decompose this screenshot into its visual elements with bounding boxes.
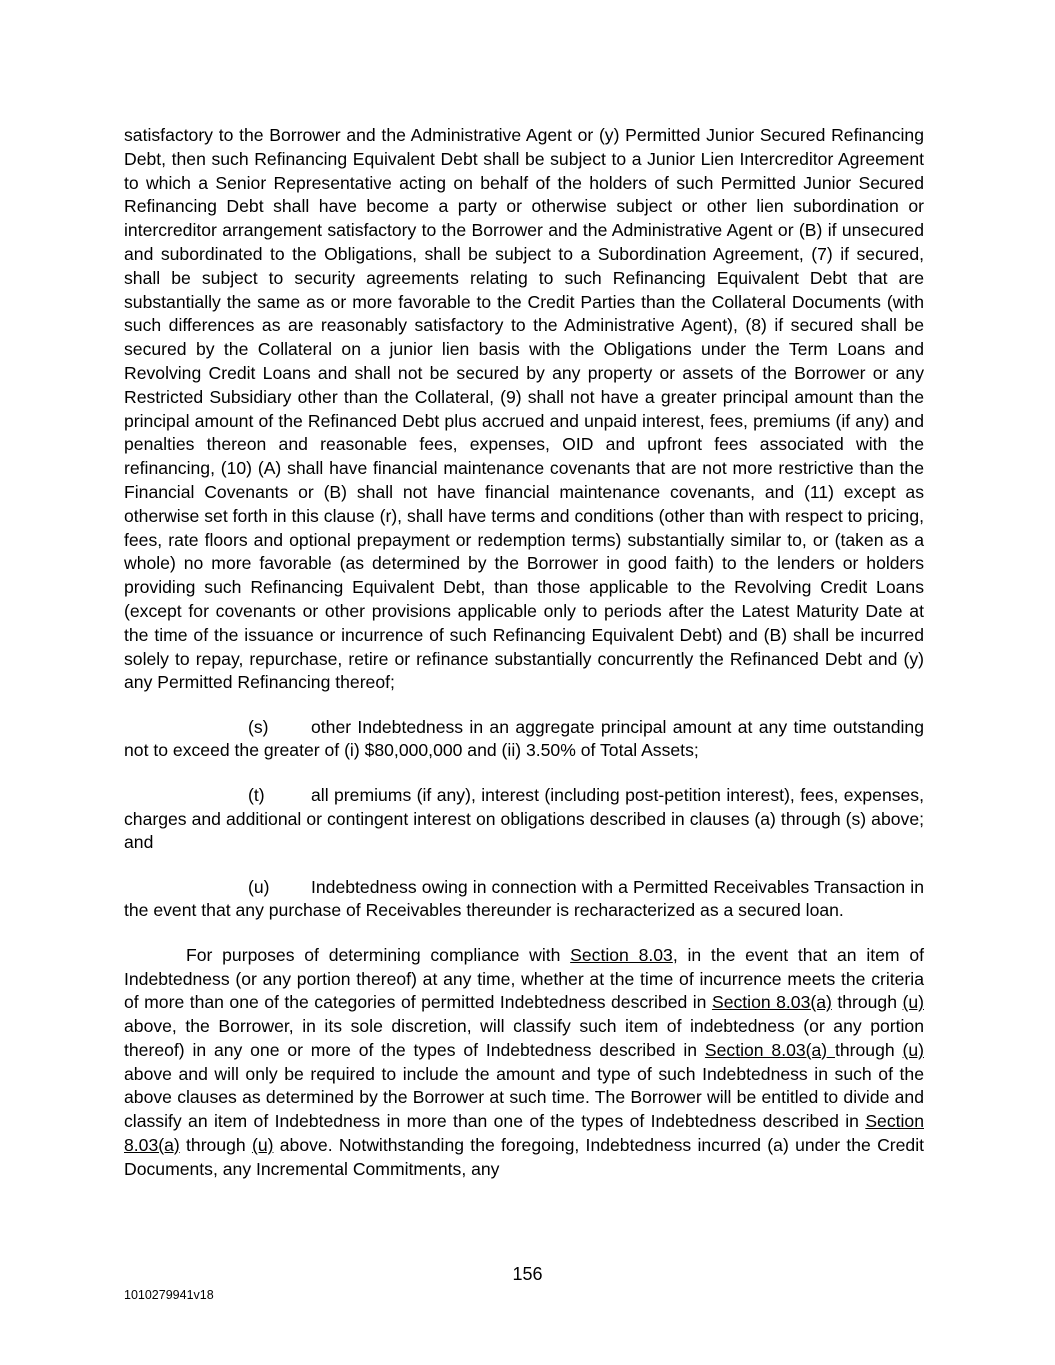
clause-s-marker: (s) xyxy=(248,716,269,737)
clause-t-text: all premiums (if any), interest (including post-petition interest), fees, expenses, charges and additional or contingent interest on obligations described in clauses (a) through (s) above; and xyxy=(124,784,924,853)
section-reference: (u) xyxy=(251,1135,274,1156)
document-body xyxy=(124,124,924,1182)
purposes-text: through xyxy=(179,1135,252,1156)
section-reference: Section 8.03(a) xyxy=(124,1111,924,1156)
section-reference: Section 8.03(a) xyxy=(711,992,832,1013)
clause-s xyxy=(124,716,924,764)
purposes-text: above. Notwithstanding the foregoing, Indebtedness incurred (a) under the Credit Documents, any Incremental Commitments, any xyxy=(124,1135,924,1179)
purposes-text: For purposes of determining compliance with xyxy=(186,944,571,965)
purposes-text: , in the event that an item of Indebtedness (or any portion thereof) at any time, whether at the time of incurrence meets the criteria of more than one of the categories of permitted Indebtedness described in xyxy=(124,944,924,1013)
section-reference: Section 8.03 xyxy=(570,944,673,965)
clause-s-text: other Indebtedness in an aggregate principal amount at any time outstanding not to exceed the greater of (i) $80,000,000 and (ii) 3.50% of Total Assets; xyxy=(124,716,924,761)
clause-t-marker: (t) xyxy=(248,784,265,805)
purposes-text: through xyxy=(834,1039,903,1060)
purposes-paragraph xyxy=(124,944,924,1182)
page-number: 156 xyxy=(512,1264,543,1284)
purposes-text: through xyxy=(831,992,903,1013)
purposes-text: above and will only be required to include the amount and type of such Indebtedness in such of the above clauses as determined by the Borrower at such time. The Borrower will be entitled to divide and classify an item of Indebtedness in more than one of the types of Indebtedness described in xyxy=(124,1063,924,1132)
section-reference: Section 8.03(a) xyxy=(704,1039,835,1060)
continuation-paragraph: satisfactory to the Borrower and the Administrative Agent or (y) Permitted Junior Secured Refinancing Debt, then such Refinancing Equivalent Debt shall be subject to a Junior Lien Intercreditor Agreement to which a Senior Representative acting on behalf of the holders of such Permitted Junior Secured Refinancing Debt shall have become a party or otherwise subject or other lien subordination or intercreditor arrangement satisfactory to the Borrower and the Administrative Agent or (B) if unsecured and subordinated to the Obligations, shall be subject to a Subordination Agreement, (7) if secured, shall be subject to security agreements relating to such Refinancing Equivalent Debt that are substantially the same as or more favorable to the Credit Parties than the Collateral Documents (with such differences as are reasonably satisfactory to the Administrative Agent), (8) if secured shall be secured by the Collateral on a junior lien basis with the Obligations under the Term Loans and Revolving Credit Loans and shall not be secured by any property or assets of the Borrower or any Restricted Subsidiary other than the Collateral, (9) shall not have a greater principal amount than the principal amount of the Refinanced Debt plus accrued and unpaid interest, fees, premiums (if any) and penalties thereon and reasonable fees, expenses, OID and upfront fees associated with the refinancing, (10) (A) shall have financial maintenance covenants that are not more restrictive than the Financial Covenants or (B) shall not have financial maintenance covenants, and (11) except as otherwise set forth in this clause (r), shall have terms and conditions (other than with respect to pricing, fees, rate floors and optional prepayment or redemption terms) substantially similar to, or (taken as a whole) no more favorable (as determined by the Borrower in good faith) to the lenders or holders providing such Refinancing Equivalent Debt, than those applicable to the Revolving Credit Loans (except for covenants or other provisions applicable only to periods after the Latest Maturity Date at the time of the issuance or incurrence of such Refinancing Equivalent Debt) and (B) shall be incurred solely to repay, repurchase, retire or refinance substantially concurrently the Refinanced Debt and (y) any Permitted Refinancing thereof; xyxy=(124,125,924,693)
clause-u-marker: (u) xyxy=(248,876,270,897)
document-id: 1010279941v18 xyxy=(124,1288,214,1302)
clause-u-text: Indebtedness owing in connection with a Permitted Receivables Transaction in the event that any purchase of Receivables thereunder is recharacterized as a secured loan. xyxy=(124,876,924,921)
clause-u xyxy=(124,876,924,924)
clause-t xyxy=(124,784,924,855)
section-reference: (u) xyxy=(902,992,924,1013)
purposes-text: above, the Borrower, in its sole discretion, will classify such item of indebtedness (or any portion thereof) in any one or more of the types of Indebtedness described in xyxy=(124,1016,924,1060)
section-reference: (u) xyxy=(902,1039,924,1060)
